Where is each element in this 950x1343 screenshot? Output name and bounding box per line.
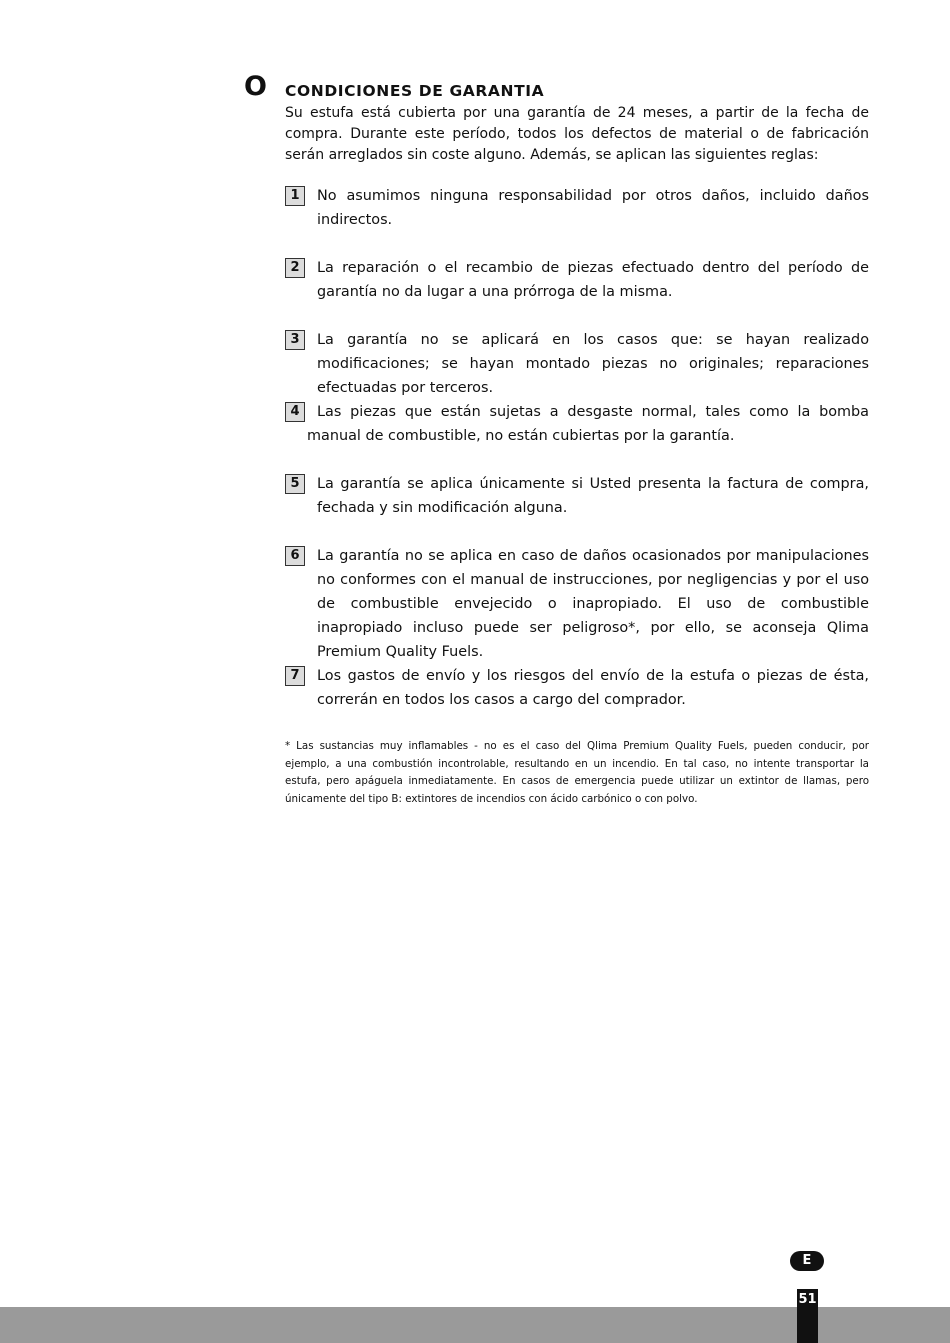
rule-item [285, 258, 869, 306]
rule-item [285, 546, 869, 660]
rule-number-box: 5 [285, 474, 305, 494]
rule-text: La garantía se aplica únicamente si Usted presenta la factura de compra, fechada y sin modificación alguna. [317, 476, 869, 516]
footnote: * Las sustancias muy inflamables - no es el caso del Qlima Premium Quality Fuels, pueden conducir, por ejemplo, a una combustión incontrolable, resultando en un incendio. En tal caso, no intente transportar la estufa, pero apáguela inmediatamente. En casos de emergencia puede utilizar un extintor de llamas, pero únicamente del tipo B: extintores de incendios con ácido carbónico o con polvo. [285, 740, 869, 805]
rule-number-box: 6 [285, 546, 305, 566]
rule-number-box: 1 [285, 186, 305, 206]
rule-item [285, 666, 869, 714]
rule-item [285, 186, 869, 234]
language-badge: E [790, 1251, 824, 1271]
rule-number-box: 4 [285, 402, 305, 422]
rule-item [285, 402, 869, 450]
rule-text: La garantía no se aplica en caso de daños ocasionados por manipulaciones no conformes con el manual de instrucciones, por negligencias y por el uso de combustible envejecido o inapropiado. El uso de combustible inapropiado incluso puede ser peligroso*, por ello, se aconseja Qlima Premium Quality Fuels. [317, 548, 869, 660]
section-title: CONDICIONES DE GARANTIA [285, 82, 545, 100]
rule-text: Las piezas que están sujetas a desgaste normal, tales como la bomba manual de combustible, no están cubiertas por la garantía. [307, 404, 869, 444]
rule-text: La garantía no se aplicará en los casos que: se hayan realizado modificaciones; se hayan montado piezas no originales; reparaciones efectuadas por terceros. [317, 332, 869, 396]
warranty-section [285, 80, 869, 808]
rule-number-box: 2 [285, 258, 305, 278]
rules-list [285, 186, 869, 714]
rule-number-box: 7 [285, 666, 305, 686]
rule-text: Los gastos de envío y los riesgos del envío de la estufa o piezas de ésta, correrán en todos los casos a cargo del comprador. [317, 668, 869, 708]
rule-item [285, 330, 869, 396]
section-letter: O [244, 71, 267, 102]
rule-text: La reparación o el recambio de piezas efectuado dentro del período de garantía no da lugar a una prórroga de la misma. [317, 260, 869, 300]
page-number: 51 [797, 1289, 818, 1343]
rule-item [285, 474, 869, 522]
intro-paragraph: Su estufa está cubierta por una garantía de 24 meses, a partir de la fecha de compra. Durante este período, todos los defectos de material o de fabricación serán arreglados sin coste alguno. Además, se aplican las siguientes reglas: [285, 105, 869, 163]
rule-number-box: 3 [285, 330, 305, 350]
rule-text: No asumimos ninguna responsabilidad por otros daños, incluido daños indirectos. [317, 188, 869, 228]
